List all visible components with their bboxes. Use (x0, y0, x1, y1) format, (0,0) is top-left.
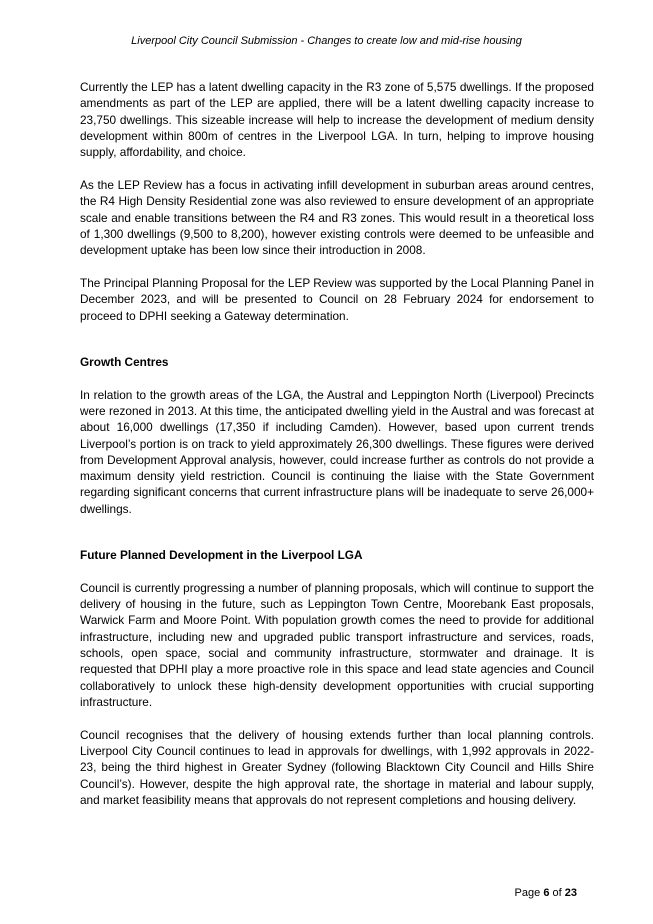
paragraph-growth-areas: In relation to the growth areas of the LGA, the Austral and Leppington North (Liverpool) Precincts were rezoned in 2013. At this time, the anticipated dwelling yield in the Austral and was forecast at about 16,000 dwellings (17,350 if including Camden). However, based upon current trends Liverpool’s portion is on track to yield approximately 26,300 dwellings. These figures were derived from Development Approval analysis, however, could increase further as controls do not provide a maximum density yield restriction. Council is continuing the liaise with the State Government regarding significant concerns that current infrastructure plans will be inadequate to serve 26,000+ dwellings. (80, 387, 594, 516)
paragraph-housing-delivery: Council recognises that the delivery of housing extends further than local planning controls. Liverpool City Council continues to lead in approvals for dwellings, with 1,992 approvals in 2022-23, being the third highest in Greater Sydney (following Blacktown City Council and Hills Shire Council’s). However, despite the high approval rate, the shortage in material and labour supply, and market feasibility means that approvals do not represent completions and housing delivery. (80, 727, 594, 807)
current-page: 6 (543, 887, 550, 899)
total-pages: 23 (564, 887, 577, 899)
of-label: of (552, 887, 562, 899)
page-header: Liverpool City Council Submission - Changes to create low and mid-rise housing (131, 35, 522, 47)
page-body (80, 79, 594, 808)
page-label: Page (514, 887, 541, 899)
page-number (515, 886, 577, 900)
paragraph-r4-review: As the LEP Review has a focus in activating infill development in suburban areas around centres, the R4 High Density Residential zone was also reviewed to ensure development of an appropriate scale and enable transitions between the R4 and R3 zones. This would result in a theoretical loss of 1,300 dwellings (9,500 to 8,200), however existing controls were deemed to be unfeasible and development uptake has been low since their introduction in 2008. (80, 177, 594, 258)
heading-growth-centres: Growth Centres (80, 354, 169, 369)
paragraph-planning-proposal: The Principal Planning Proposal for the LEP Review was supported by the Local Planning Panel in December 2023, and will be presented to Council on 28 February 2024 for endorsement to proceed to DPHI seeking a Gateway determination. (80, 275, 594, 323)
heading-future-development: Future Planned Development in the Liverpool LGA (80, 548, 363, 563)
paragraph-planning-proposals: Council is currently progressing a number of planning proposals, which will continue to support the delivery of housing in the future, such as Leppington Town Centre, Moorebank East proposals, Warwick Farm and Moore Point. With population growth comes the need to provide for additional infrastructure, including new and upgraded public transport infrastructure and services, roads, schools, open space, social and community infrastructure, stormwater and drainage. It is requested that DPHI play a more proactive role in this space and lead state agencies and Council collaboratively to unlock these high-density development opportunities with crucial supporting infrastructure. (80, 580, 594, 709)
paragraph-lep-capacity: Currently the LEP has a latent dwelling capacity in the R3 zone of 5,575 dwellings. If the proposed amendments as part of the LEP are applied, there will be a latent dwelling capacity increase to 23,750 dwellings. This sizeable increase will help to increase the development of medium density development within 800m of centres in the Liverpool LGA. In turn, helping to improve housing supply, affordability, and choice. (80, 80, 594, 160)
